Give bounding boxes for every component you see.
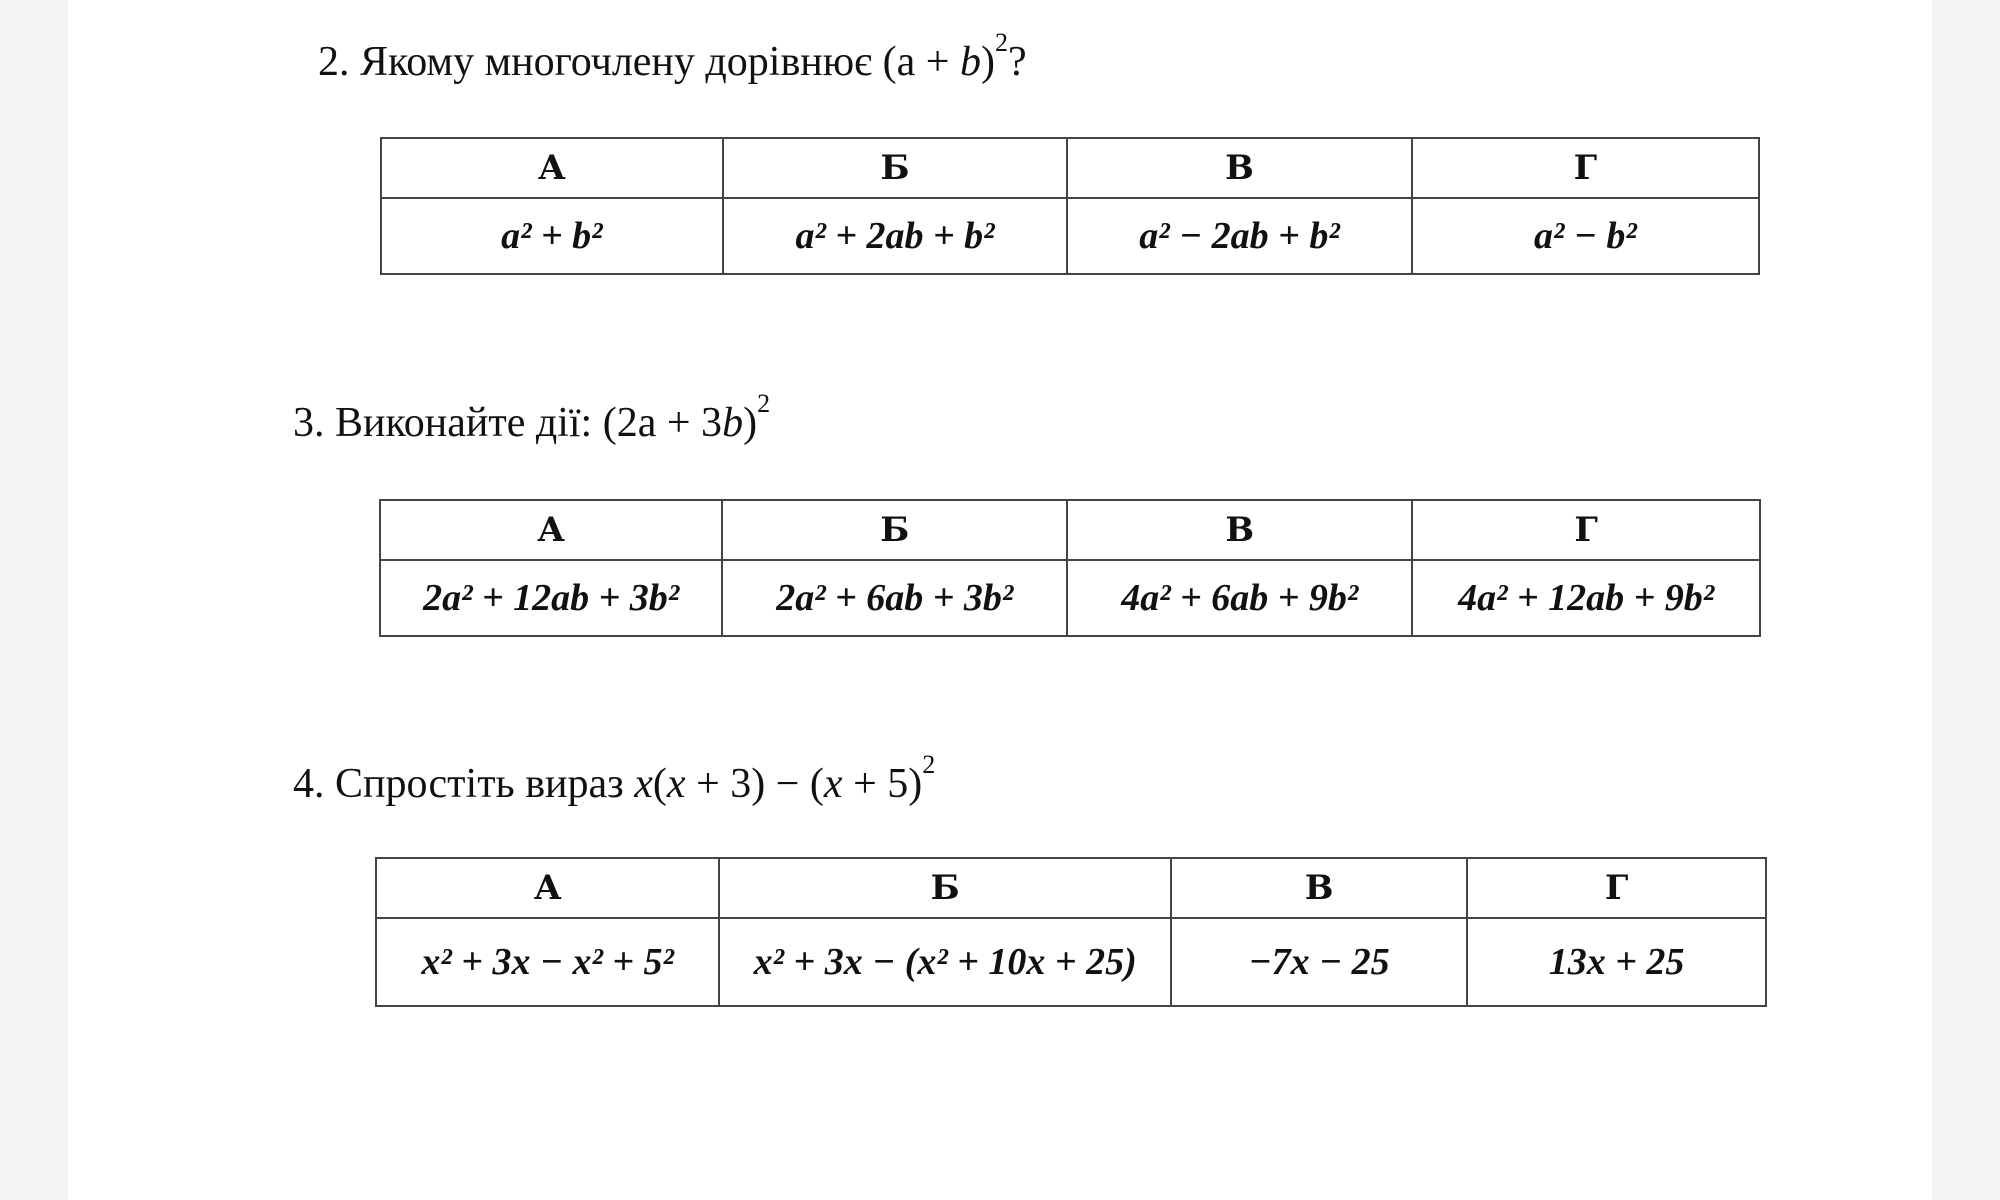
option-value-v[interactable]: 4a² + 6ab + 9b² xyxy=(1067,560,1412,636)
option-letter-v: В xyxy=(1067,138,1412,198)
option-value-a[interactable]: x² + 3x − x² + 5² xyxy=(376,918,719,1006)
question-3-expression: $(2a + 3b)^2$ xyxy=(602,389,771,446)
option-letter-a: А xyxy=(380,500,722,560)
question-4-label: 4. Спростіть вираз xyxy=(293,761,624,807)
option-value-a[interactable]: a² + b² xyxy=(381,198,723,274)
question-3-label: 3. Виконайте дії: xyxy=(293,400,593,446)
option-value-g[interactable]: 4a² + 12ab + 9b² xyxy=(1412,560,1760,636)
option-letter-v: В xyxy=(1067,500,1412,560)
option-letter-b: Б xyxy=(722,500,1067,560)
option-value-b[interactable]: x² + 3x − (x² + 10x + 25) xyxy=(719,918,1171,1006)
answer-table-q2 xyxy=(380,137,1760,275)
question-4-expression: $x(x + 3) - (x + 5)^2$ xyxy=(634,750,936,807)
option-letter-b: Б xyxy=(723,138,1068,198)
option-letter-g: Г xyxy=(1412,138,1759,198)
question-2-label: 2. Якому многочлену дорівнює xyxy=(318,39,873,85)
option-letter-g: Г xyxy=(1412,500,1760,560)
question-2-expression: $(a + b)^2$? xyxy=(882,28,1027,85)
option-value-g[interactable]: a² − b² xyxy=(1412,198,1759,274)
option-value-g[interactable]: 13x + 25 xyxy=(1467,918,1766,1006)
question-3-text xyxy=(293,391,770,444)
option-value-v[interactable]: −7x − 25 xyxy=(1171,918,1467,1006)
question-4-text xyxy=(293,752,935,805)
question-2-text xyxy=(318,30,1027,83)
option-letter-a: А xyxy=(381,138,723,198)
document-page xyxy=(68,0,1932,1200)
option-letter-g: Г xyxy=(1467,858,1766,918)
answer-table-q4 xyxy=(375,857,1767,1007)
option-letter-v: В xyxy=(1171,858,1467,918)
option-value-b[interactable]: 2a² + 6ab + 3b² xyxy=(722,560,1067,636)
option-letter-b: Б xyxy=(719,858,1171,918)
option-value-v[interactable]: a² − 2ab + b² xyxy=(1067,198,1412,274)
option-letter-a: А xyxy=(376,858,719,918)
option-value-b[interactable]: a² + 2ab + b² xyxy=(723,198,1068,274)
answer-table-q3 xyxy=(379,499,1761,637)
option-value-a[interactable]: 2a² + 12ab + 3b² xyxy=(380,560,722,636)
